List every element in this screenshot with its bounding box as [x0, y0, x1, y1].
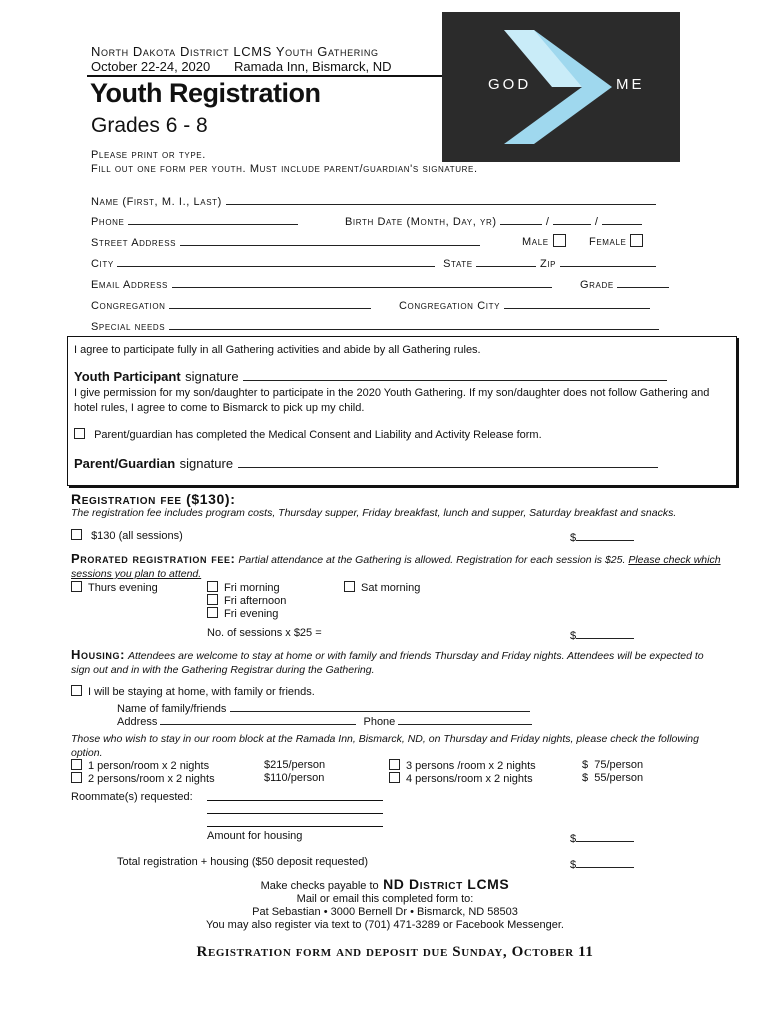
session-sat-morning-row: [344, 581, 420, 594]
god-me-logo: [442, 12, 680, 162]
registration-fee-heading: Registration fee ($130):: [71, 491, 236, 507]
logo-word-left: GOD: [488, 76, 532, 93]
session-thurs-row: [71, 581, 158, 594]
prorated-description: Partial attendance at the Gathering is allowed. Registration for each session is $25.: [238, 554, 626, 566]
fri-afternoon-checkbox[interactable]: [207, 594, 218, 605]
gender-row: [522, 234, 643, 248]
parent-signature-bold: Parent/Guardian: [74, 456, 176, 471]
event-date: October 22-24, 2020: [91, 59, 211, 74]
housing-phone-field[interactable]: [398, 713, 532, 725]
session-fri-morning-row: [207, 581, 280, 594]
prorated-amount-field[interactable]: [576, 627, 634, 639]
special-needs-label: Special needs: [91, 321, 166, 333]
youth-signature-row: [74, 368, 714, 386]
fri-morning-checkbox[interactable]: [207, 581, 218, 592]
city-field[interactable]: [117, 255, 435, 267]
full-fee-checkbox[interactable]: [71, 529, 82, 540]
payable-row: [0, 876, 770, 894]
youth-signature-label: signature: [185, 369, 239, 384]
thurs-evening-label: Thurs evening: [88, 582, 158, 594]
full-fee-amount-field[interactable]: [576, 529, 634, 541]
housing-address-label: Address: [117, 716, 158, 728]
phone-row: [91, 213, 298, 228]
housing-amount: [570, 830, 634, 845]
female-checkbox[interactable]: [630, 234, 643, 247]
text-registration: You may also register via text to (701) 471-3289 or Facebook Messenger.: [206, 919, 564, 931]
room-opt1-checkbox[interactable]: [71, 759, 82, 770]
parent-signature-row: [74, 455, 714, 473]
full-fee-amount: [570, 529, 634, 544]
email-row: [91, 276, 552, 291]
sat-morning-checkbox[interactable]: [344, 581, 355, 592]
family-name-field[interactable]: [230, 700, 530, 712]
instruction-print: Please print or type.: [91, 149, 206, 161]
room-opt3-price: $ 75/person: [582, 759, 644, 771]
street-label: Street Address: [91, 237, 177, 249]
male-checkbox[interactable]: [553, 234, 566, 247]
phone-field[interactable]: [128, 213, 298, 225]
youth-signature-field[interactable]: [243, 369, 667, 381]
phone-label: Phone: [91, 216, 125, 228]
special-needs-row: [91, 318, 659, 333]
prorated-block: [71, 552, 721, 581]
permission-text: I give permission for my son/daughter to participate in the 2020 Youth Gathering. If my son/daughter does not follow Gathering and hotel rules, I agree to come to Bismarck to pick up my child.: [74, 387, 710, 414]
youth-signature-bold: Youth Participant: [74, 369, 181, 384]
housing-amount-field[interactable]: [576, 830, 634, 842]
thurs-evening-checkbox[interactable]: [71, 581, 82, 592]
room-opt1-price: $215/person: [264, 759, 326, 771]
birthdate-label: Birth Date (Month, Day, yr): [345, 216, 497, 228]
full-fee-row: [71, 529, 183, 542]
full-fee-dollar: $: [570, 532, 577, 544]
parent-signature-field[interactable]: [238, 456, 658, 468]
state-field[interactable]: [476, 255, 536, 267]
prorated-amount: [570, 627, 634, 642]
city-label: City: [91, 258, 114, 270]
roommate-field-1[interactable]: [207, 800, 383, 801]
payable-prefix: Make checks payable to: [260, 880, 379, 892]
total-dollar: $: [570, 859, 577, 871]
header-rule-top: [87, 75, 444, 77]
street-row: [91, 234, 480, 249]
birth-year-field[interactable]: [602, 213, 642, 225]
prorated-dollar: $: [570, 630, 577, 642]
female-label: Female: [589, 236, 627, 248]
room-opt2-price: $110/person: [264, 772, 325, 784]
zip-field[interactable]: [560, 255, 656, 267]
family-name-label: Name of family/friends: [117, 703, 227, 715]
full-fee-label: $130 (all sessions): [91, 530, 183, 542]
room-opt4-checkbox[interactable]: [389, 772, 400, 783]
grade-label: Grade: [580, 279, 614, 291]
session-fri-afternoon-row: [207, 594, 286, 607]
birth-month-field[interactable]: [500, 213, 542, 225]
prorated-please: Please check which sessions you plan to attend.: [71, 554, 721, 580]
fri-morning-label: Fri morning: [224, 582, 280, 594]
grades-label: Grades 6 - 8: [91, 114, 208, 137]
housing-description: Attendees are welcome to stay at home or with family and friends Thursday and Friday nights. Attendees will be expected to sign out and in with the Gathering Registrar during the Gathering.: [71, 650, 704, 676]
grade-row: [580, 276, 669, 291]
email-label: Email Address: [91, 279, 168, 291]
housing-address-field[interactable]: [160, 713, 356, 725]
home-option-label: I will be staying at home, with family or friends.: [88, 686, 315, 698]
total-label: Total registration + housing ($50 deposit requested): [117, 856, 369, 868]
roommates-label: Roommate(s) requested:: [71, 791, 193, 803]
agreement-intro: I agree to participate fully in all Gathering activities and abide by all Gathering rules.: [74, 344, 481, 356]
room-opt1-label: 1 person/room x 2 nights: [88, 760, 210, 772]
housing-block: [71, 648, 721, 677]
roommate-field-3[interactable]: [207, 826, 383, 827]
room-block-text: Those who wish to stay in our room block at the Ramada Inn, Bismarck, ND, on Thursday and Friday nights, please check the following option.: [71, 733, 699, 759]
housing-dollar: $: [570, 833, 577, 845]
logo-word-right: ME: [616, 76, 645, 93]
prorated-heading: Prorated registration fee:: [71, 551, 236, 566]
medical-label: Parent/guardian has completed the Medical Consent and Liability and Activity Release form.: [94, 429, 542, 441]
special-needs-field[interactable]: [169, 318, 659, 330]
name-field[interactable]: [226, 193, 656, 205]
room-opt1-row: [71, 759, 209, 772]
parent-signature-label: signature: [179, 456, 234, 471]
payable-name: ND District LCMS: [383, 876, 510, 892]
mail-address: Pat Sebastian • 3000 Bernell Dr • Bismarck, ND 58503: [252, 906, 518, 918]
page-title: Youth Registration: [90, 78, 321, 108]
room-opt2-label: 2 persons/room x 2 nights: [88, 773, 215, 785]
congregation-city-label: Congregation City: [399, 300, 500, 312]
room-opt4-label: 4 persons/room x 2 nights: [406, 773, 533, 785]
housing-address-row: [117, 713, 532, 728]
congregation-field[interactable]: [169, 297, 371, 309]
room-opt3-checkbox[interactable]: [389, 759, 400, 770]
event-venue: Ramada Inn, Bismarck, ND: [234, 59, 392, 74]
name-label: Name (First, M. I., Last): [91, 196, 222, 208]
zip-label: Zip: [540, 258, 557, 270]
email-field[interactable]: [172, 276, 552, 288]
total-amount: [570, 856, 634, 871]
home-option-row: [71, 685, 315, 698]
grade-field[interactable]: [617, 276, 669, 288]
name-row: [91, 193, 681, 208]
room-opt2-row: [71, 772, 215, 785]
fri-evening-label: Fri evening: [224, 608, 279, 620]
mail-instructions: Mail or email this completed form to:: [296, 893, 474, 905]
housing-phone-label: Phone: [363, 716, 396, 728]
fri-evening-checkbox[interactable]: [207, 607, 218, 618]
event-line: North Dakota District LCMS Youth Gathering: [91, 44, 379, 59]
due-date-notice: Registration form and deposit due Sunday, October 11: [196, 944, 594, 960]
room-opt4-row: [389, 772, 533, 785]
city-row: [91, 255, 656, 270]
session-count-label: No. of sessions x $25 =: [207, 627, 322, 639]
agreement-box: [67, 336, 737, 486]
room-opt3-row: [389, 759, 536, 772]
medical-checkbox[interactable]: [74, 428, 85, 439]
session-fri-evening-row: [207, 607, 278, 620]
room-opt4-price: $ 55/person: [582, 772, 644, 784]
fri-afternoon-label: Fri afternoon: [224, 595, 287, 607]
sat-morning-label: Sat morning: [361, 582, 421, 594]
birth-day-field[interactable]: [553, 213, 591, 225]
housing-heading: Housing:: [71, 647, 126, 662]
medical-row: [74, 428, 542, 441]
room-opt3-label: 3 persons /room x 2 nights: [406, 760, 536, 772]
birthdate-row: Birth Date (Month, Day, yr) / /: [345, 213, 642, 228]
room-opt2-checkbox[interactable]: [71, 772, 82, 783]
male-label: Male: [522, 236, 549, 248]
state-label: State: [443, 258, 473, 270]
congregation-city-row: [399, 297, 650, 312]
street-field[interactable]: [180, 234, 480, 246]
congregation-label: Congregation: [91, 300, 166, 312]
home-option-checkbox[interactable]: [71, 685, 82, 696]
total-amount-field[interactable]: [576, 856, 634, 868]
instruction-one-form: Fill out one form per youth. Must include parent/guardian's signature.: [91, 163, 478, 175]
housing-amount-label: Amount for housing: [207, 830, 303, 842]
congregation-city-field[interactable]: [504, 297, 650, 309]
congregation-row: [91, 297, 371, 312]
roommate-field-2[interactable]: [207, 813, 383, 814]
registration-fee-description: The registration fee includes program costs, Thursday supper, Friday breakfast, lunch and supper, Saturday breakfast and snacks.: [71, 507, 677, 519]
